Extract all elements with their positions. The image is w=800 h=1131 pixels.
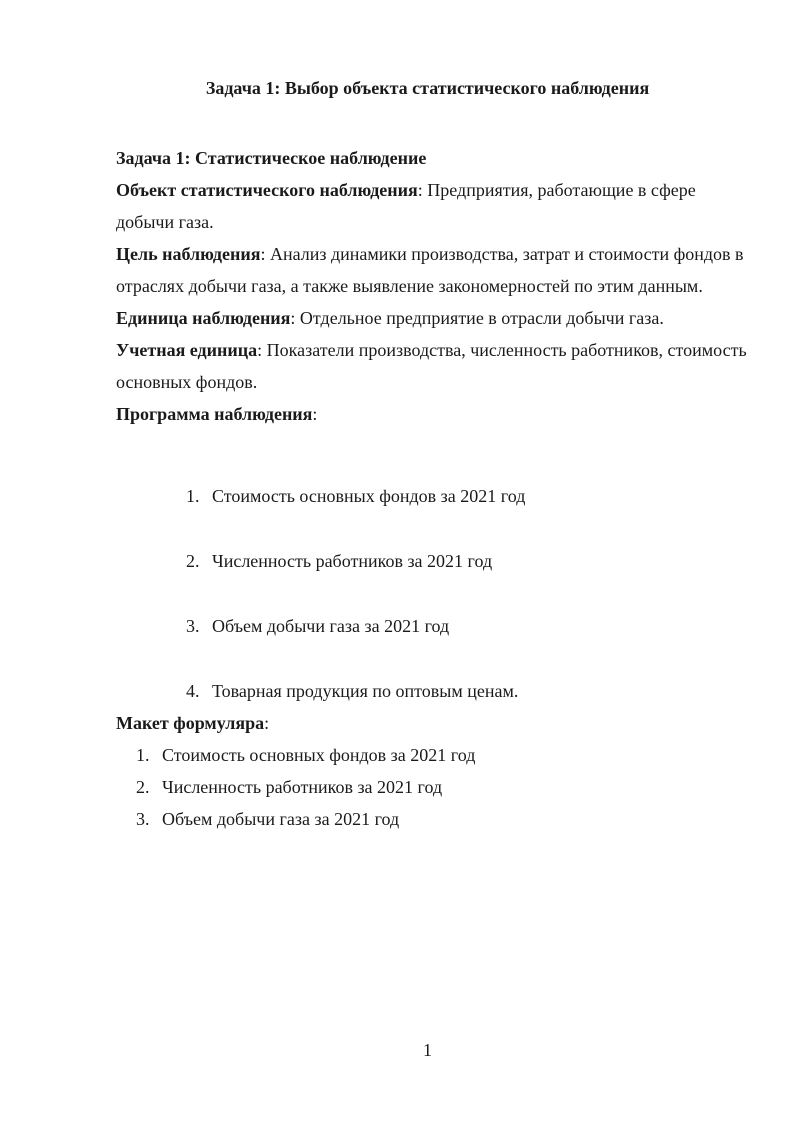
account-unit-paragraph [116, 334, 756, 398]
account-unit-text: : Показатели производства, численность работников, стоимость основных фондов. [116, 340, 747, 392]
object-label: Объект статистического наблюдения [116, 180, 418, 200]
object-text: : Предприятия, работающие в сфере добычи газа. [116, 180, 696, 232]
list-item [136, 803, 756, 835]
list-item [136, 771, 756, 803]
list-item [186, 545, 756, 577]
account-unit-label: Учетная единица [116, 340, 258, 360]
list-item [186, 610, 756, 642]
unit-label: Единица наблюдения [116, 308, 291, 328]
form-layout-colon: : [264, 713, 270, 733]
form-layout-list [116, 739, 756, 835]
program-list [116, 480, 756, 707]
goal-label: Цель наблюдения [116, 244, 261, 264]
program-label: Программа наблюдения [116, 404, 313, 424]
goal-text: : Анализ динамики производства, затрат и стоимости фондов в отраслях добычи газа, а также выявление закономерностей по этим данным. [116, 244, 744, 296]
list-item-text: Стоимость основных фондов за 2021 год [162, 745, 476, 765]
list-item-text: Объем добычи газа за 2021 год [162, 809, 400, 829]
page-title: Задача 1: Выбор объекта статистического наблюдения [205, 78, 650, 98]
form-layout-heading [116, 707, 756, 739]
object-paragraph [116, 174, 756, 238]
list-item-number: 1. [186, 486, 200, 506]
list-item-text: Стоимость основных фондов за 2021 год [212, 486, 526, 506]
list-item-number: 4. [186, 681, 200, 701]
list-item-number: 2. [186, 551, 200, 571]
goal-paragraph [116, 238, 756, 302]
program-heading [116, 398, 756, 430]
list-item-number: 3. [186, 616, 200, 636]
page-number: 1 [423, 1040, 432, 1060]
document-body [116, 142, 756, 835]
unit-paragraph [116, 302, 756, 334]
list-item-text: Численность работников за 2021 год [162, 777, 443, 797]
list-item-text: Товарная продукция по оптовым ценам. [212, 681, 519, 701]
list-item [186, 675, 756, 707]
list-item [136, 739, 756, 771]
section-subtitle: Задача 1: Статистическое наблюдение [116, 148, 427, 168]
list-item-number: 2. [136, 777, 150, 797]
program-colon: : [312, 404, 318, 424]
list-item-text: Численность работников за 2021 год [212, 551, 493, 571]
list-item-text: Объем добычи газа за 2021 год [212, 616, 450, 636]
list-item [186, 480, 756, 512]
form-layout-label: Макет формуляра [116, 713, 265, 733]
list-item-number: 1. [136, 745, 150, 765]
list-item-number: 3. [136, 809, 150, 829]
unit-text: : Отдельное предприятие в отрасли добычи газа. [290, 308, 664, 328]
